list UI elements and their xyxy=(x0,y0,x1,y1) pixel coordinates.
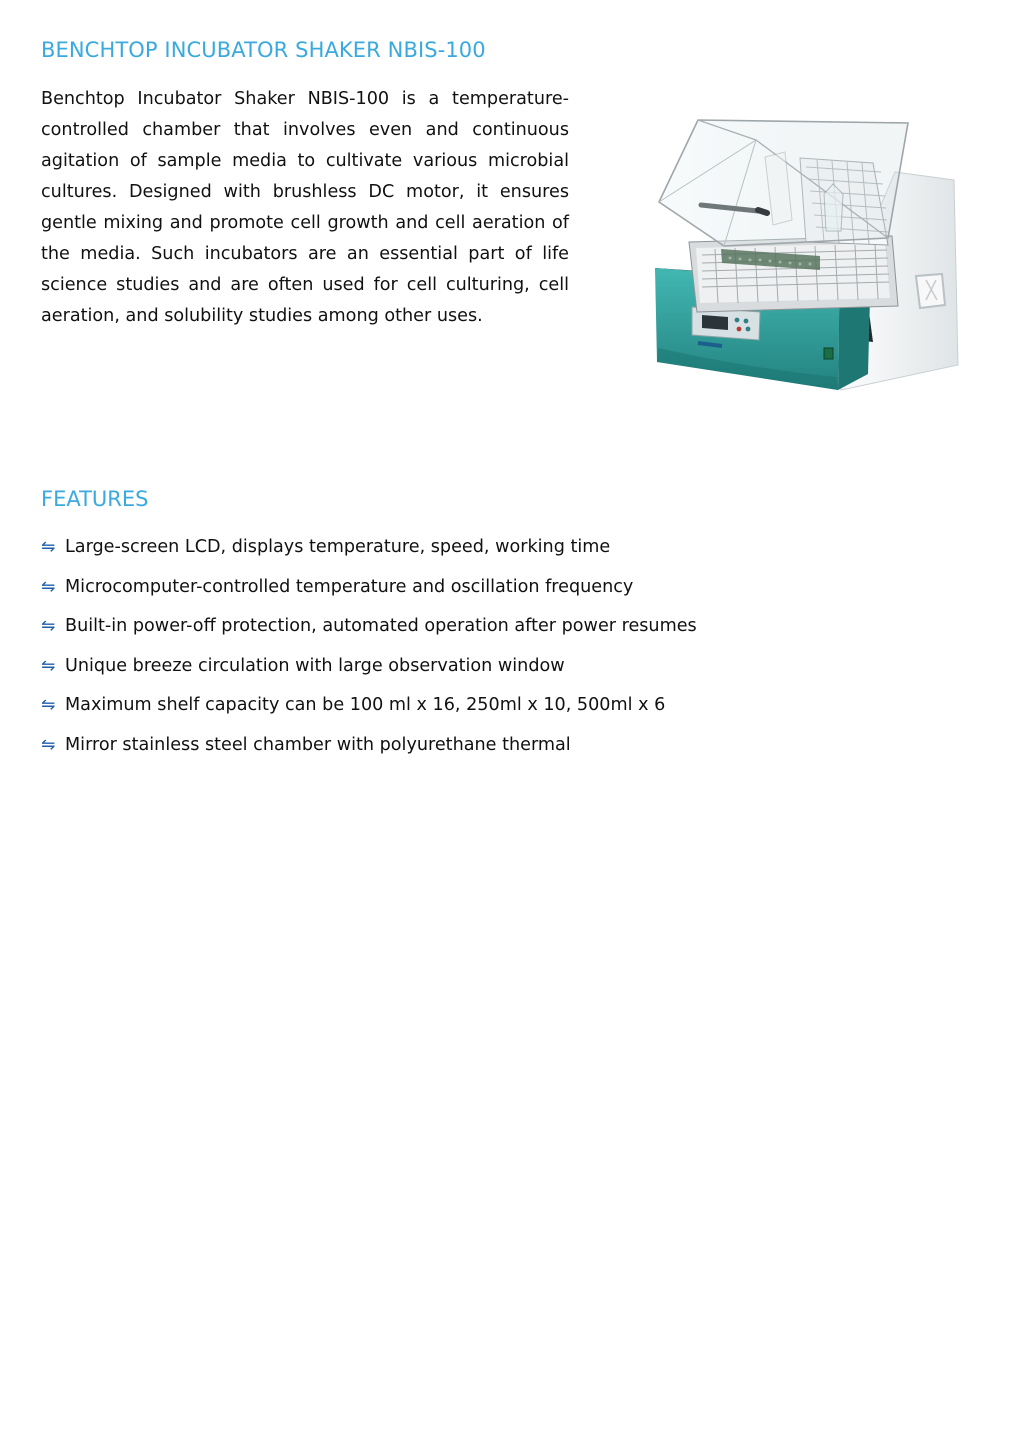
left-right-harpoon-icon: ⇋ xyxy=(41,576,56,597)
feature-text: Large-screen LCD, displays temperature, speed, working time xyxy=(65,537,611,557)
left-right-harpoon-icon: ⇋ xyxy=(41,695,56,716)
feature-list xyxy=(41,533,697,771)
left-right-harpoon-icon: ⇋ xyxy=(41,537,56,557)
feature-text: Maximum shelf capacity can be 100 ml x 16, 250ml x 10, 500ml x 6 xyxy=(65,695,666,716)
feature-text: Microcomputer-controlled temperature and oscillation frequency xyxy=(65,576,634,597)
left-right-harpoon-icon: ⇋ xyxy=(41,616,56,637)
left-right-harpoon-icon: ⇋ xyxy=(41,734,56,755)
feature-item-circulation xyxy=(41,652,697,692)
feature-text: Built-in power-off protection, automated operation after power resumes xyxy=(65,616,697,637)
feature-item-controls xyxy=(41,573,697,613)
feature-item-chamber xyxy=(41,731,697,771)
features-heading: FEATURES xyxy=(41,487,149,511)
feature-item-power-protection xyxy=(41,612,697,652)
feature-item-lcd xyxy=(41,533,697,573)
feature-text: Mirror stainless steel chamber with polyurethane thermal xyxy=(65,734,571,755)
left-right-harpoon-icon: ⇋ xyxy=(41,655,56,676)
feature-item-capacity xyxy=(41,691,697,731)
incubator-shaker-product-image xyxy=(640,110,962,395)
page-title: BENCHTOP INCUBATOR SHAKER NBIS-100 xyxy=(41,38,486,62)
feature-text: Unique breeze circulation with large observation window xyxy=(65,655,565,676)
product-description: Benchtop Incubator Shaker NBIS-100 is a temperature-controlled chamber that involves even and continuous agitation of sample media to cultivate various microbial cultures. Designed with brushless DC motor, it ensures gentle mixing and promote cell growth and cell aeration of the media. Such incubators are an essential part of life science studies and are often used for cell culturing, cell aeration, and solubility studies among other uses. xyxy=(41,89,569,326)
